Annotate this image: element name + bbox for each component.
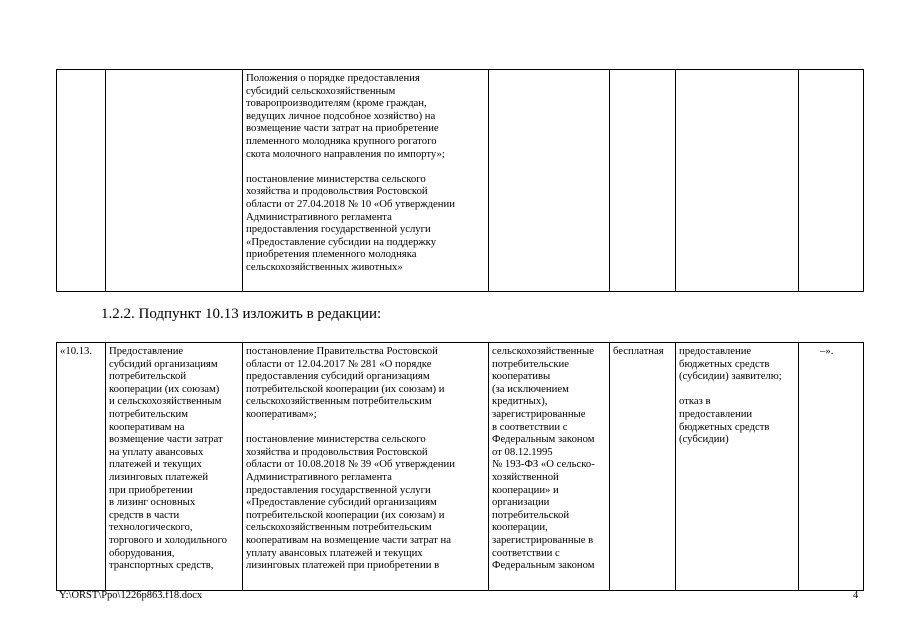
table-row bbox=[57, 70, 864, 292]
table-cell-fee: бесплатная bbox=[610, 343, 676, 591]
table-cell-number: «10.13. bbox=[57, 343, 106, 591]
table-cell-note: –». bbox=[799, 343, 864, 591]
table-cell-service bbox=[106, 70, 243, 292]
table-continued bbox=[56, 69, 864, 292]
footer-file-path: Y:\ORST\Ppo\1226p863.f18.docx bbox=[59, 590, 203, 601]
table-cell-legal-basis: постановление Правительства Ростовской области от 12.04.2017 № 281 «О порядке предоставления субсидий организациям потребительской кооперации (их союзам) и сельскохозяйственным потребительским кооперативам»; постановление министерства сельского хозяйства и продовольствия Ростовской области от 10.08.2018 № 39 «Об утверждении Административного регламента предоставления государственной услуги «Предоставление субсидий организациям потребительской кооперации (их союзам) и сельскохозяйственным потребительским кооперативам на возмещение части затрат на уплату авансовых платежей и текущих лизинговых платежей при приобретении в bbox=[243, 343, 489, 591]
table-cell-service: Предоставление субсидий организациям потребительской кооперации (их союзам) и сельскохозяйственным потребительским кооперативам на возмещение части затрат на уплату авансовых платежей и текущих лизинговых платежей при приобретении в лизинг основных средств в части технологического, торгового и холодильного оборудования, транспортных средств, bbox=[106, 343, 243, 591]
table-subitem-10-13 bbox=[56, 342, 864, 591]
table-cell-number bbox=[57, 70, 106, 292]
section-heading: 1.2.2. Подпункт 10.13 изложить в редакции: bbox=[101, 306, 382, 322]
page-number: 4 bbox=[853, 590, 859, 601]
table-cell-legal-basis: Положения о порядке предоставления субсидий сельскохозяйственным товаропроизводителям (кроме граждан, ведущих личное подсобное хозяйство) на возмещение части затрат на приобретение племенного молодняка крупного рогатого скота молочного направления по импорту»; постановление министерства сельского хозяйства и продовольствия Ростовской области от 27.04.2018 № 10 «Об утверждении Административного регламента предоставления государственной услуги «Предоставление субсидии на поддержку приобретения племенного молодняка сельскохозяйственных животных» bbox=[243, 70, 489, 292]
table-cell-recipients: сельскохозяйственные потребительские кооперативы (за исключением кредитных), зарегистрированные в соответствии с Федеральным законом от 08.12.1995 № 193-ФЗ «О сельско- хозяйственной кооперации» и организации потребительской кооперации, зарегистрированные в соответствии с Федеральным законом bbox=[489, 343, 610, 591]
table-cell-result: предоставление бюджетных средств (субсидии) заявителю; отказ в предоставлении бюджетных средств (субсидии) bbox=[676, 343, 799, 591]
table-cell-note bbox=[799, 70, 864, 292]
table-cell-recipients bbox=[489, 70, 610, 292]
table-cell-fee bbox=[610, 70, 676, 292]
table-row bbox=[57, 343, 864, 591]
table-cell-result bbox=[676, 70, 799, 292]
